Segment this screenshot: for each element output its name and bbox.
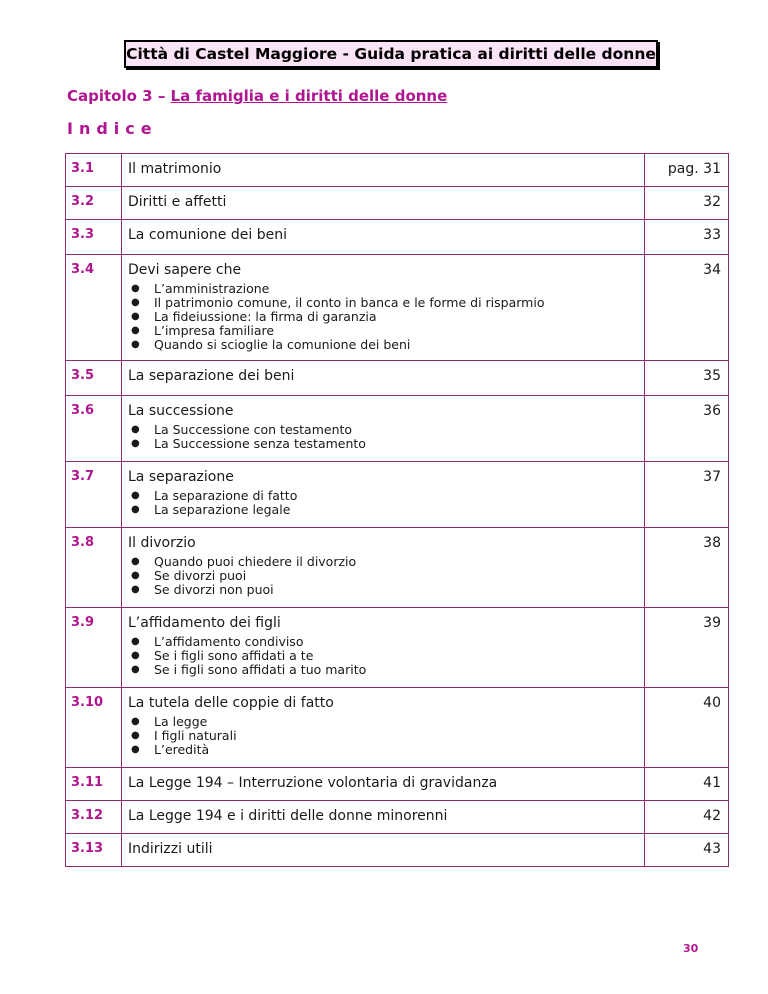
page-reference: 38 [645, 528, 729, 608]
section-number: 3.12 [66, 801, 122, 834]
page-number: 30 [683, 942, 699, 955]
subsection-label: Quando si scioglie la comunione dei beni [154, 337, 411, 352]
subsection-item [131, 554, 644, 569]
subsection-item [131, 728, 644, 743]
bullet-icon: ● [131, 438, 140, 449]
bullet-icon: ● [131, 744, 140, 755]
section-number: 3.2 [66, 187, 122, 220]
bullet-icon: ● [131, 424, 140, 435]
subsection-label: La fideiussione: la firma di garanzia [154, 309, 377, 324]
section-title: La tutela delle coppie di fatto [128, 695, 334, 711]
subsection-label: Quando puoi chiedere il divorzio [154, 554, 357, 569]
page-reference: 37 [645, 462, 729, 528]
subsection-item [131, 582, 644, 597]
bullet-icon: ● [131, 664, 140, 675]
toc-row [66, 608, 729, 688]
subsection-item [131, 436, 644, 451]
section-cell [122, 834, 645, 867]
page-reference: 39 [645, 608, 729, 688]
section-title: La Legge 194 e i diritti delle donne minorenni [128, 808, 448, 824]
section-number: 3.6 [66, 396, 122, 462]
subsection-item [131, 422, 644, 437]
index-heading: Indice [67, 119, 158, 138]
toc-row [66, 801, 729, 834]
section-number: 3.4 [66, 255, 122, 361]
page-reference: 35 [645, 361, 729, 396]
bullet-icon: ● [131, 570, 140, 581]
section-cell [122, 255, 645, 361]
section-number: 3.11 [66, 768, 122, 801]
section-cell [122, 361, 645, 396]
subsection-item [131, 337, 644, 352]
subsection-item [131, 714, 644, 729]
subsection-list [128, 715, 644, 757]
page-reference: 43 [645, 834, 729, 867]
toc-row [66, 462, 729, 528]
subsection-item [131, 295, 644, 310]
section-cell [122, 396, 645, 462]
document-banner [124, 40, 658, 68]
section-title: La Legge 194 – Interruzione volontaria di gravidanza [128, 775, 498, 791]
page-reference: 33 [645, 220, 729, 255]
section-cell [122, 688, 645, 768]
subsection-item [131, 742, 644, 757]
section-cell [122, 220, 645, 255]
section-cell [122, 154, 645, 187]
section-cell [122, 768, 645, 801]
subsection-item [131, 323, 644, 338]
subsection-label: L’eredità [154, 742, 210, 757]
subsection-item [131, 502, 644, 517]
subsection-list [128, 489, 644, 517]
bullet-icon: ● [131, 636, 140, 647]
toc-row [66, 220, 729, 255]
subsection-label: Se i figli sono affidati a te [154, 648, 314, 663]
toc-row [66, 688, 729, 768]
subsection-item [131, 634, 644, 649]
section-title: La successione [128, 403, 234, 419]
section-number: 3.10 [66, 688, 122, 768]
subsection-label: La separazione di fatto [154, 488, 298, 503]
section-number: 3.9 [66, 608, 122, 688]
section-title: La separazione [128, 469, 234, 485]
toc-row [66, 361, 729, 396]
bullet-icon: ● [131, 504, 140, 515]
bullet-icon: ● [131, 650, 140, 661]
section-number: 3.7 [66, 462, 122, 528]
toc-row [66, 396, 729, 462]
section-number: 3.3 [66, 220, 122, 255]
subsection-label: Se divorzi non puoi [154, 582, 274, 597]
bullet-icon: ● [131, 311, 140, 322]
toc-row [66, 154, 729, 187]
subsection-list [128, 423, 644, 451]
toc-row [66, 528, 729, 608]
subsection-label: L’affidamento condiviso [154, 634, 304, 649]
subsection-item [131, 568, 644, 583]
page-reference: pag. 31 [645, 154, 729, 187]
bullet-icon: ● [131, 556, 140, 567]
bullet-icon: ● [131, 730, 140, 741]
section-number: 3.1 [66, 154, 122, 187]
subsection-label: L’amministrazione [154, 281, 270, 296]
section-title: La separazione dei beni [128, 368, 295, 384]
subsection-label: La Successione con testamento [154, 422, 353, 437]
subsection-item [131, 662, 644, 677]
subsection-list [128, 282, 644, 352]
section-cell [122, 608, 645, 688]
section-title: Il divorzio [128, 535, 196, 551]
section-number: 3.13 [66, 834, 122, 867]
section-title: Devi sapere che [128, 262, 242, 278]
section-title: Diritti e affetti [128, 194, 227, 210]
subsection-label: L’impresa familiare [154, 323, 275, 338]
section-title: L’affidamento dei figli [128, 615, 281, 631]
section-number: 3.8 [66, 528, 122, 608]
toc-row [66, 768, 729, 801]
subsection-item [131, 281, 644, 296]
page-reference: 42 [645, 801, 729, 834]
bullet-icon: ● [131, 716, 140, 727]
section-title: Il matrimonio [128, 161, 222, 177]
table-of-contents [65, 153, 729, 867]
section-title: La comunione dei beni [128, 227, 287, 243]
page-reference: 36 [645, 396, 729, 462]
section-cell [122, 187, 645, 220]
subsection-label: I figli naturali [154, 728, 237, 743]
section-cell [122, 801, 645, 834]
subsection-label: La Successione senza testamento [154, 436, 366, 451]
bullet-icon: ● [131, 297, 140, 308]
bullet-icon: ● [131, 325, 140, 336]
toc-row [66, 834, 729, 867]
banner-title: Città di Castel Maggiore - Guida pratica ai diritti delle donne [126, 45, 656, 63]
section-cell [122, 462, 645, 528]
subsection-label: Se i figli sono affidati a tuo marito [154, 662, 367, 677]
page-reference: 34 [645, 255, 729, 361]
subsection-list [128, 635, 644, 677]
subsection-item [131, 488, 644, 503]
toc-row [66, 255, 729, 361]
page-reference: 40 [645, 688, 729, 768]
bullet-icon: ● [131, 283, 140, 294]
subsection-list [128, 555, 644, 597]
bullet-icon: ● [131, 339, 140, 350]
section-cell [122, 528, 645, 608]
chapter-heading [67, 87, 447, 105]
subsection-item [131, 648, 644, 663]
chapter-prefix: Capitolo 3 – [67, 87, 171, 105]
subsection-label: La legge [154, 714, 208, 729]
toc-row [66, 187, 729, 220]
subsection-label: La separazione legale [154, 502, 291, 517]
chapter-title-link[interactable]: La famiglia e i diritti delle donne [170, 87, 448, 105]
section-number: 3.5 [66, 361, 122, 396]
section-title: Indirizzi utili [128, 841, 213, 857]
page-reference: 32 [645, 187, 729, 220]
subsection-item [131, 309, 644, 324]
subsection-label: Il patrimonio comune, il conto in banca e le forme di risparmio [154, 295, 545, 310]
page-reference: 41 [645, 768, 729, 801]
bullet-icon: ● [131, 490, 140, 501]
bullet-icon: ● [131, 584, 140, 595]
subsection-label: Se divorzi puoi [154, 568, 247, 583]
